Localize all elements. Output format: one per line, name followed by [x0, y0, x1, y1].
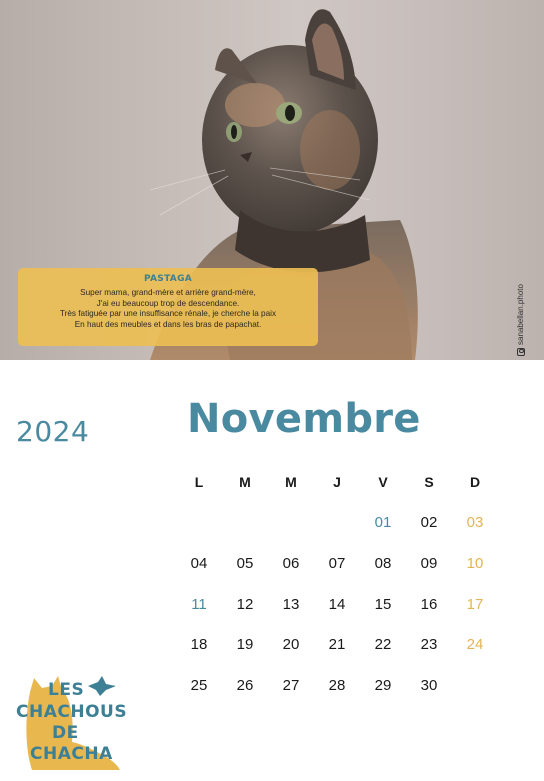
day-cell: 11 [191, 595, 207, 613]
photo-credit [516, 284, 525, 356]
week-row [176, 665, 498, 706]
photo-credit-text: sanabellan.photo [516, 284, 525, 345]
day-cell: 22 [374, 636, 392, 654]
logo-line: CHACHOUS [16, 702, 128, 722]
day-cell: 18 [190, 636, 208, 654]
day-cell: 09 [420, 554, 438, 572]
week-row [176, 543, 498, 584]
day-cell: 23 [420, 636, 438, 654]
weekday-label: V [378, 474, 388, 491]
calendar-month: Novembre [187, 396, 421, 442]
day-cell: 25 [190, 676, 208, 694]
week-row [176, 584, 498, 625]
day-cell: 08 [374, 554, 392, 572]
day-cell: 19 [236, 636, 254, 654]
day-cell: 13 [282, 595, 300, 613]
day-cell: 26 [236, 676, 254, 694]
day-cell: 03 [466, 514, 484, 532]
day-cell: 15 [374, 595, 392, 613]
weekday-label: S [424, 474, 434, 491]
day-cell: 16 [420, 595, 438, 613]
weekday-label: M [239, 474, 251, 491]
calendar-grid [176, 462, 498, 706]
caption-line: En haut des meubles et dans les bras de papachat. [74, 319, 262, 329]
logo-line: LES [48, 680, 85, 700]
weekday-label: M [285, 474, 297, 491]
week-row [176, 503, 498, 544]
cat-caption-box [18, 268, 318, 346]
day-cell: 07 [328, 554, 346, 572]
day-cell: 29 [374, 676, 392, 694]
caption-line: Super mama, grand-mère et arrière grand-mère, [80, 288, 256, 297]
day-cell: 30 [420, 676, 438, 694]
week-row [176, 624, 498, 665]
day-cell: 04 [190, 554, 208, 572]
instagram-icon [517, 348, 525, 356]
cat-name: PASTAGA [143, 274, 193, 284]
day-cell: 21 [328, 636, 346, 654]
weekday-header [176, 462, 498, 503]
day-cell: 17 [466, 595, 484, 613]
day-cell: 06 [282, 554, 300, 572]
day-cell: 27 [282, 676, 300, 694]
day-cell: 02 [420, 514, 438, 532]
logo-line: CHACHA [30, 744, 113, 764]
logo-line: DE [52, 723, 79, 743]
calendar-year: 2024 [16, 415, 90, 448]
les-chachous-logo [12, 672, 132, 772]
weekday-label: D [469, 474, 481, 491]
day-cell: 24 [466, 636, 484, 654]
weekday-label: L [194, 474, 204, 491]
day-cell: 10 [466, 554, 484, 572]
day-cell: 12 [236, 595, 254, 613]
day-cell: 14 [328, 595, 346, 613]
weekday-label: J [333, 474, 341, 491]
caption-line: Très fatiguée par une insuffisance rénale, je cherche la paix [59, 309, 277, 318]
day-cell: 20 [282, 636, 300, 654]
cat-photo [0, 0, 544, 360]
day-cell: 28 [328, 676, 346, 694]
day-cell: 05 [236, 554, 254, 572]
day-cell: 01 [374, 514, 392, 532]
caption-line: J'ai eu beaucoup trop de descendance. [96, 298, 240, 308]
